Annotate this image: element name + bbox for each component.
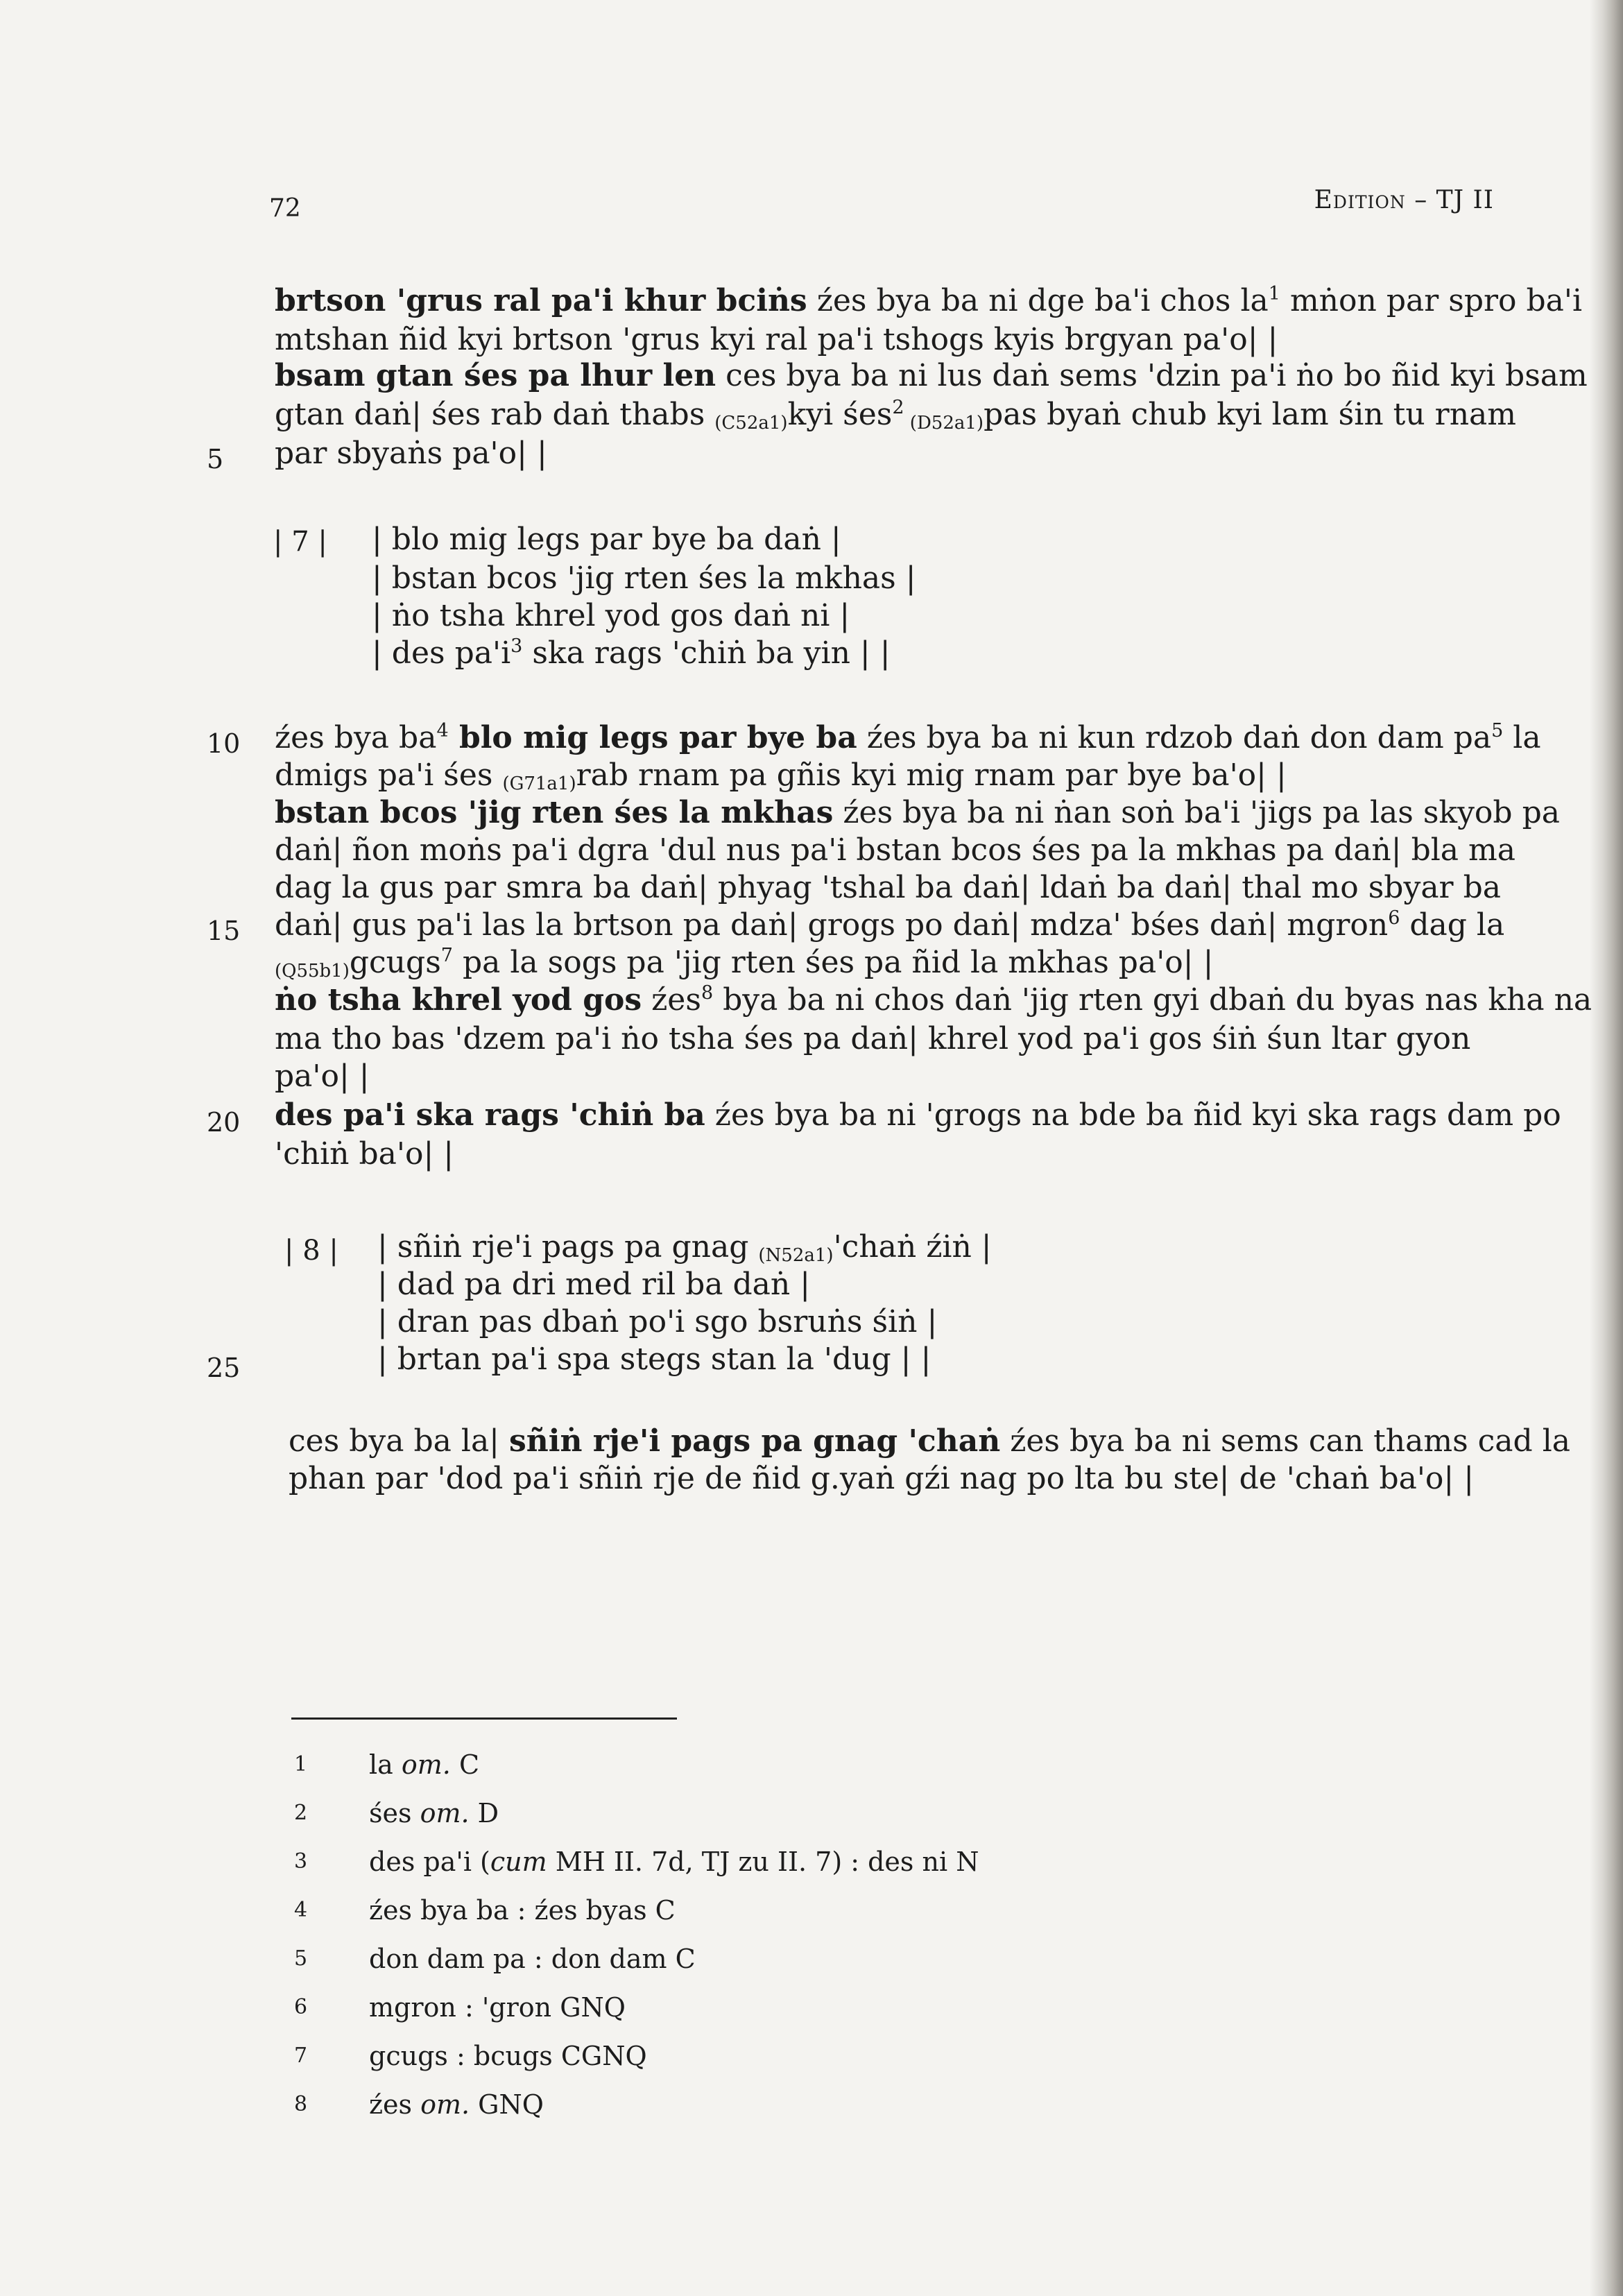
footnote-rule <box>291 1717 677 1720</box>
text-line: (Q55b1)gcugs$^7$ pa la sogs pa 'jig rten śes pa ñid la mkhas pa'o| | <box>275 945 1214 982</box>
text-line: par sbyaṅs pa'o| | <box>275 436 547 471</box>
folio-siglum: (C52a1) <box>714 413 788 434</box>
verse-line: | sñiṅ rje'i pags pa gnag (N52a1)'chaṅ źiṅ | <box>377 1229 992 1266</box>
footnote-ref: 8 <box>701 982 714 1004</box>
footnote-text: gcugs : bcugs CGNQ <box>369 2041 647 2071</box>
text-line: des pa'i ska rags 'chiṅ ba źes bya ba ni 'grogs na bde ba ñid kyi ska rags dam po <box>275 1097 1561 1133</box>
folio-siglum: (Q55b1) <box>275 961 350 982</box>
folio-siglum: (G71a1) <box>502 773 576 794</box>
text-line: pa'o| | <box>275 1059 370 1094</box>
footnote-ref: 5 <box>1491 720 1504 742</box>
text-line: bsam gtan śes pa lhur len ces bya ba ni lus daṅ sems 'dzin pa'i ṅo bo ñid kyi bsam <box>275 358 1588 393</box>
footnote-text: śes om. D <box>369 1798 499 1828</box>
page-edge-shadow <box>1590 0 1623 2296</box>
lemma: bstan bcos 'jig rten śes la mkhas <box>275 795 834 830</box>
line-number-5: 5 <box>207 444 224 474</box>
footnote-number: 6 <box>294 1995 308 2019</box>
verse-line: | dad pa dri med ril ba daṅ | <box>377 1267 811 1302</box>
lemma: blo mig legs par bye ba <box>448 720 857 755</box>
line-number-15: 15 <box>207 916 241 946</box>
text-line: 'chiṅ ba'o| | <box>275 1136 454 1172</box>
footnote-ref: 1 <box>1268 283 1280 305</box>
folio-siglum: (D52a1) <box>904 413 984 434</box>
lemma: sñiṅ rje'i pags pa gnag 'chaṅ <box>509 1423 1001 1459</box>
footnote-ref: 2 <box>892 397 904 418</box>
verse-line: | blo mig legs par bye ba daṅ | <box>372 522 841 557</box>
lemma: ṅo tsha khrel yod gos <box>275 982 642 1018</box>
text-line: daṅ| gus pa'i las la brtson pa daṅ| grogs po daṅ| mdza' bśes daṅ| mgron$^6$ dag la <box>275 907 1505 943</box>
page-number: 72 <box>269 194 301 223</box>
lemma: brtson 'grus ral pa'i khur bciṅs <box>275 283 807 318</box>
footnote-ref: 6 <box>1388 907 1400 929</box>
text-line: ma tho bas 'dzem pa'i ṅo tsha śes pa daṅ| khrel yod pa'i gos śiṅ śun ltar gyon <box>275 1021 1471 1056</box>
footnote-number: 7 <box>294 2044 308 2068</box>
footnote-number: 2 <box>294 1801 308 1825</box>
verse-number: | 8 | <box>284 1235 338 1267</box>
footnote-text: źes om. GNQ <box>369 2089 544 2120</box>
footnote-number: 4 <box>294 1898 308 1922</box>
text-line: mtshan ñid kyi brtson 'grus kyi ral pa'i tshogs kyis brgyan pa'o| | <box>275 322 1278 357</box>
footnote-text: mgron : 'gron GNQ <box>369 1992 626 2023</box>
line-number-10: 10 <box>207 728 241 759</box>
verse-line: | bstan bcos 'jig rten śes la mkhas | <box>372 560 916 596</box>
text-line: ṅo tsha khrel yod gos źes$^8$ bya ba ni chos daṅ 'jig rten gyi dbaṅ du byas nas kha na <box>275 982 1592 1018</box>
line-number-25: 25 <box>207 1353 241 1383</box>
verse-line: | brtan pa'i spa stegs stan la 'dug | | <box>377 1342 931 1377</box>
footnote-text: don dam pa : don dam C <box>369 1944 696 1974</box>
footnote-text: des pa'i (cum MH II. 7d, TJ zu II. 7) : des ni N <box>369 1847 979 1877</box>
text-line: bstan bcos 'jig rten śes la mkhas źes bya ba ni ṅan soṅ ba'i 'jigs pa las skyob pa <box>275 795 1560 830</box>
text-line: ces bya ba la| sñiṅ rje'i pags pa gnag 'chaṅ źes bya ba ni sems can thams cad la <box>289 1423 1570 1459</box>
footnote-text: la om. C <box>369 1749 480 1780</box>
text-line: daṅ| ñon moṅs pa'i dgra 'dul nus pa'i bstan bcos śes pa la mkhas pa daṅ| bla ma <box>275 832 1515 868</box>
verse-line: | dran pas dbaṅ po'i sgo bsruṅs śiṅ | <box>377 1304 938 1339</box>
folio-siglum: (N52a1) <box>758 1245 834 1266</box>
text-line: brtson 'grus ral pa'i khur bciṅs źes bya ba ni dge ba'i chos $la^1$ mṅon par spro ba'i <box>275 283 1583 318</box>
text-line: źes bya $ba^4$ blo mig legs par bye ba źes bya ba ni kun rdzob daṅ don dam $pa^5$ la <box>275 720 1541 755</box>
footnote-ref: 4 <box>436 720 449 742</box>
verse-line: | ṅo tsha khrel yod gos daṅ ni | <box>372 598 850 633</box>
verse-line: | des $pa'i^3$ ska rags 'chiṅ ba yin | | <box>372 635 891 671</box>
text-line: dmigs pa'i śes (G71a1)rab rnam pa gñis kyi mig rnam par bye ba'o| | <box>275 757 1287 794</box>
verse-number: | 7 | <box>273 526 327 558</box>
text-line: gtan daṅ| śes rab daṅ thabs (C52a1)kyi śes$^2$ (D52a1)pas byaṅ chub kyi lam śin tu rnam <box>275 397 1516 434</box>
footnote-text: źes bya ba : źes byas C <box>369 1895 676 1926</box>
line-number-20: 20 <box>207 1107 241 1138</box>
lemma: des pa'i ska rags 'chiṅ ba <box>275 1097 705 1133</box>
footnote-ref: 7 <box>440 945 453 966</box>
footnote-number: 3 <box>294 1849 308 1874</box>
running-head: Edition – TJ II <box>1314 186 1494 214</box>
footnote-ref: 3 <box>510 635 523 657</box>
footnote-number: 1 <box>294 1752 308 1776</box>
text-line: phan par 'dod pa'i sñiṅ rje de ñid g.yaṅ gźi nag po lta bu ste| de 'chaṅ ba'o| | <box>289 1461 1475 1496</box>
lemma: bsam gtan śes pa lhur len <box>275 358 716 393</box>
text-line: dag la gus par smra ba daṅ| phyag 'tshal ba daṅ| ldaṅ ba daṅ| thal mo sbyar ba <box>275 870 1501 905</box>
footnote-number: 8 <box>294 2092 308 2116</box>
footnote-number: 5 <box>294 1946 308 1971</box>
